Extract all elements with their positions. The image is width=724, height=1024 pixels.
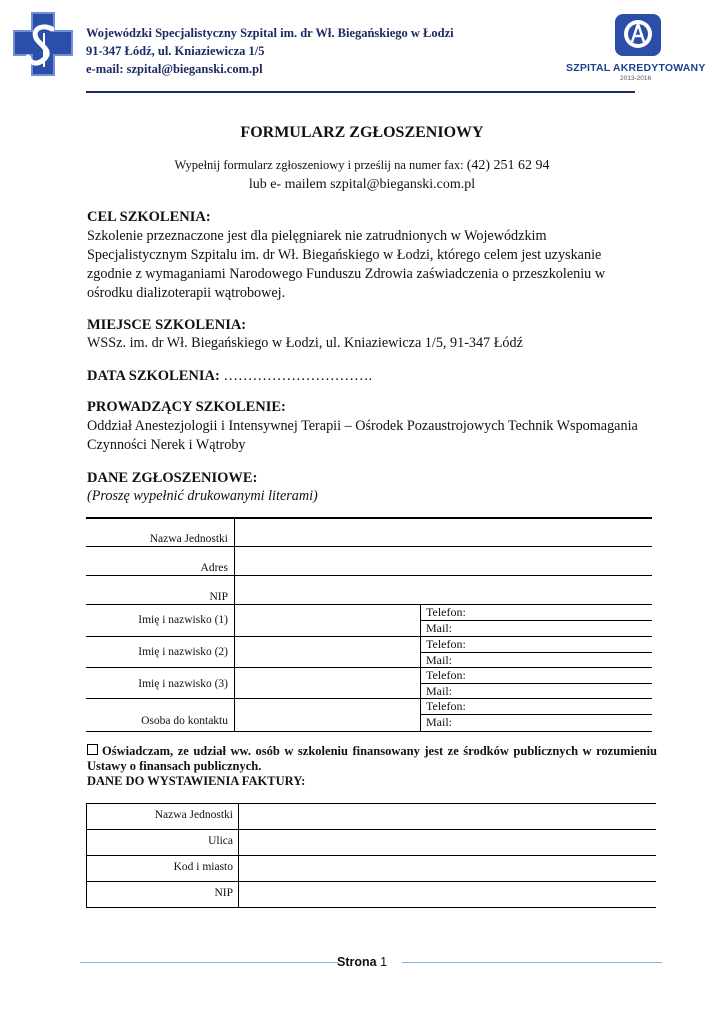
cel-line: Specjalistycznym Szpitalu im. dr Wł. Biegańskiego w Łodzi, którego celem jest uzyskanie	[87, 247, 602, 263]
telefon-label: Telefon:	[426, 605, 466, 619]
instructions-line-2: lub e- mailem szpital@bieganski.com.pl	[248, 177, 476, 192]
label-osoba-1: Imię i nazwisko (1)	[138, 614, 228, 626]
invoice-label-kod-miasto: Kod i miasto	[173, 861, 233, 873]
hospital-email: e-mail: szpital@bieganski.com.pl	[86, 62, 263, 76]
declaration-checkbox[interactable]	[87, 744, 98, 755]
table-rule	[86, 881, 656, 882]
label-osoba-3: Imię i nazwisko (3)	[138, 678, 228, 690]
form-title: FORMULARZ ZGŁOSZENIOWY	[240, 124, 484, 141]
table-rule	[86, 698, 652, 699]
table-rule	[420, 683, 652, 684]
miejsce-text: WSSz. im. dr Wł. Biegańskiego w Łodzi, ul. Kniaziewicza 1/5, 91-347 Łódź	[87, 335, 523, 351]
table-rule	[86, 803, 87, 908]
cel-line: ośrodku dializoterapii wątrobowej.	[87, 285, 286, 301]
label-nip: NIP	[209, 591, 228, 603]
data-heading: DATA SZKOLENIA:	[87, 368, 220, 384]
invoice-label-nip: NIP	[214, 887, 233, 899]
table-rule	[86, 667, 652, 668]
fax-number: (42) 251 62 94	[466, 158, 550, 173]
table-rule	[86, 907, 656, 908]
table-rule	[86, 604, 652, 605]
table-rule	[86, 517, 652, 519]
invoice-label-ulica: Ulica	[208, 835, 233, 847]
footer-label: Strona	[336, 955, 377, 969]
prowadzacy-line: Czynności Nerek i Wątroby	[87, 437, 246, 453]
table-rule	[238, 803, 239, 908]
label-osoba-2: Imię i nazwisko (2)	[138, 646, 228, 658]
header-divider	[86, 91, 635, 93]
accreditation-logo	[612, 12, 664, 58]
accreditation-years: 2013-2016	[620, 75, 652, 82]
table-rule	[420, 714, 652, 715]
telefon-label: Telefon:	[426, 668, 466, 682]
page-number: 1	[380, 955, 388, 969]
invoice-label-nazwa: Nazwa Jednostki	[154, 809, 233, 821]
table-rule	[86, 546, 652, 547]
hospital-name: Wojewódzki Specjalistyczny Szpital im. dr Wł. Biegańskiego w Łodzi	[86, 26, 454, 40]
prowadzacy-line: Oddział Anestezjologii i Intensywnej Terapii – Ośrodek Pozaustrojowych Technik Wspomagania	[87, 418, 638, 434]
telefon-label: Telefon:	[426, 637, 466, 651]
dane-heading: DANE ZGŁOSZENIOWE:	[87, 470, 258, 486]
mail-label: Mail:	[426, 684, 452, 698]
table-rule	[420, 652, 652, 653]
instructions-line-1	[0, 158, 724, 174]
table-rule	[234, 519, 235, 731]
declaration-text: Oświadczam, ze udział ww. osób w szkoleniu finansowany jest ze środków publicznych w rozumieniu Ustawy o finansach publicznych.	[87, 744, 657, 773]
mail-label: Mail:	[426, 653, 452, 667]
table-rule	[86, 575, 652, 576]
miejsce-heading: MIEJSCE SZKOLENIA:	[87, 317, 247, 333]
mail-label: Mail:	[426, 621, 452, 635]
data-value: ………………………….	[223, 368, 373, 384]
table-rule	[420, 620, 652, 621]
mail-label: Mail:	[426, 715, 452, 729]
data-szkolenia	[87, 368, 372, 385]
telefon-label: Telefon:	[426, 699, 466, 713]
prowadzacy-heading: PROWADZĄCY SZKOLENIE:	[87, 399, 286, 415]
hospital-address: 91-347 Łódź, ul. Kniaziewicza 1/5	[86, 44, 265, 58]
table-rule	[86, 803, 656, 804]
cel-line: zgodnie z wymaganiami Narodowego Funduszu Zdrowia zaświadczenia o przeszkoleniu w	[87, 266, 606, 282]
accreditation-label: SZPITAL AKREDYTOWANY	[566, 62, 706, 74]
cel-line: Szkolenie przeznaczone jest dla pielęgniarek nie zatrudnionych w Wojewódzkim	[87, 228, 547, 244]
label-nazwa-jednostki: Nazwa Jednostki	[149, 533, 228, 545]
table-rule	[86, 636, 652, 637]
table-rule	[420, 604, 421, 731]
table-rule	[86, 855, 656, 856]
label-osoba-kontakt: Osoba do kontaktu	[141, 715, 228, 727]
table-rule	[86, 731, 652, 732]
hospital-header	[86, 24, 454, 78]
declaration	[87, 744, 657, 774]
instructions-text: Wypełnij formularz zgłoszeniowy i prześlij na numer fax:	[174, 158, 464, 172]
faktura-heading: DANE DO WYSTAWIENIA FAKTURY:	[87, 774, 306, 788]
cel-heading: CEL SZKOLENIA:	[87, 209, 211, 225]
label-adres: Adres	[200, 562, 228, 574]
table-rule	[86, 829, 656, 830]
page-footer	[0, 955, 724, 969]
dane-subheading: (Proszę wypełnić drukowanymi literami)	[87, 488, 318, 504]
hospital-logo	[12, 11, 74, 77]
